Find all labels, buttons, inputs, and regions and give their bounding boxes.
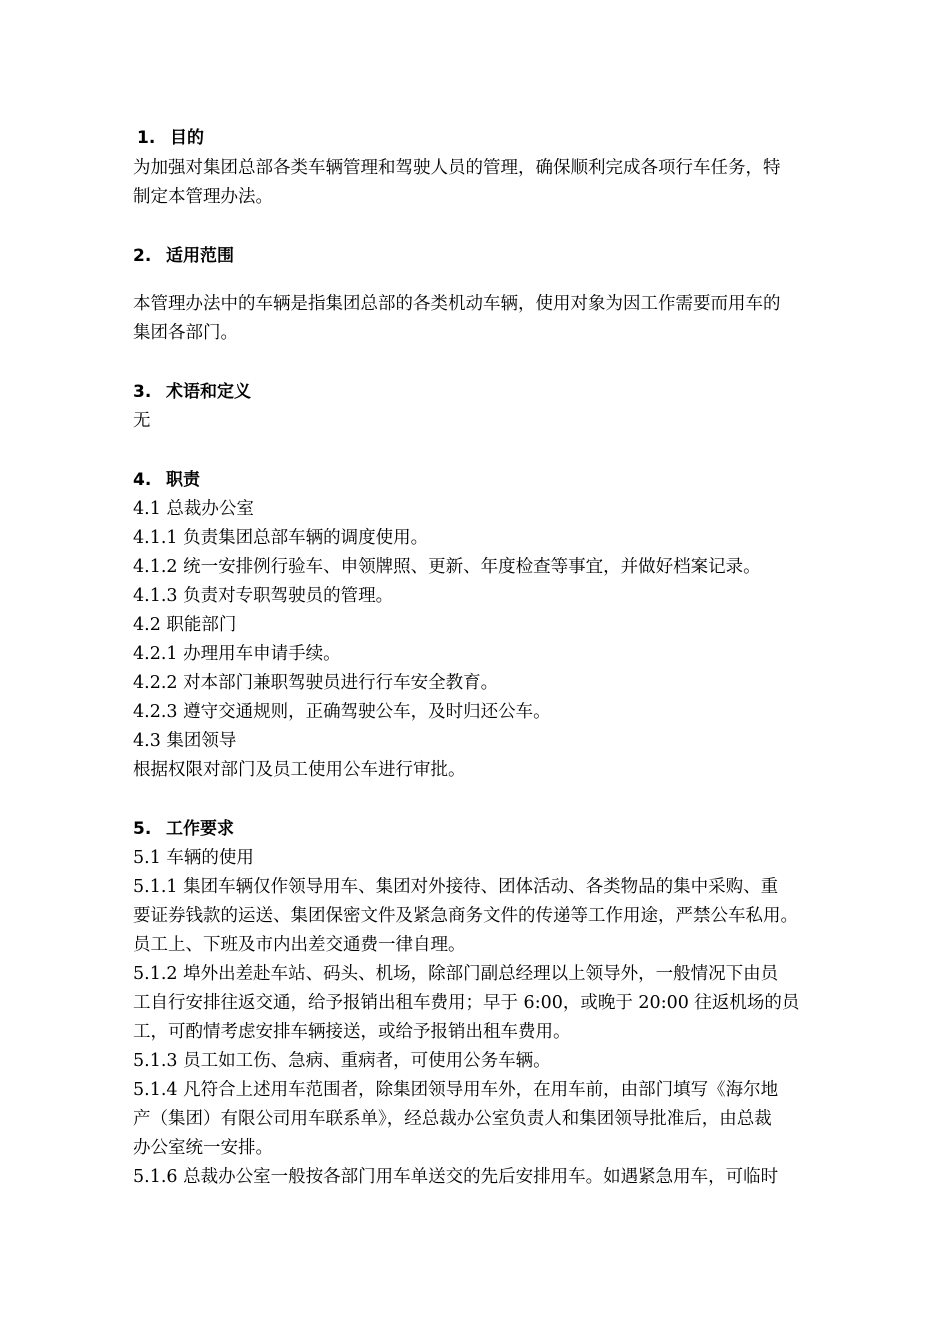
list-line: 4.2.2 对本部门兼职驾驶员进行行车安全教育。 — [133, 673, 499, 693]
heading-2 — [133, 245, 234, 267]
list-line: 4.2 职能部门 — [133, 615, 237, 635]
paragraph-line: 集团各部门。 — [133, 323, 238, 343]
list-line: 4.2.1 办理用车申请手续。 — [133, 644, 341, 664]
list-line: 4.1 总裁办公室 — [133, 499, 254, 519]
paragraph-line: 制定本管理办法。 — [133, 187, 273, 207]
list-line: 工，可酌情考虑安排车辆接送，或给予报销出租车费用。 — [133, 1022, 571, 1042]
heading-number: 2. — [133, 246, 152, 266]
list-line: 产（集团）有限公司用车联系单》，经总裁办公室负责人和集团领导批准后，由总裁 — [133, 1109, 772, 1129]
heading-title: 工作要求 — [166, 819, 234, 839]
list-line: 根据权限对部门及员工使用公车进行审批。 — [133, 760, 466, 780]
heading-4 — [133, 469, 200, 491]
heading-title: 职责 — [166, 470, 200, 490]
list-line: 4.1.1 负责集团总部车辆的调度使用。 — [133, 528, 429, 548]
list-line: 要证券钱款的运送、集团保密文件及紧急商务文件的传递等工作用途，严禁公车私用。 — [133, 906, 798, 926]
list-line: 4.1.3 负责对专职驾驶员的管理。 — [133, 586, 394, 606]
list-line: 员工上、下班及市内出差交通费一律自理。 — [133, 935, 466, 955]
list-line: 5.1.3 员工如工伤、急病、重病者，可使用公务车辆。 — [133, 1051, 551, 1071]
list-line: 4.2.3 遵守交通规则，正确驾驶公车，及时归还公车。 — [133, 702, 551, 722]
heading-number: 4. — [133, 470, 152, 490]
heading-number: 5. — [133, 819, 152, 839]
heading-title: 目的 — [170, 128, 204, 148]
paragraph-line: 为加强对集团总部各类车辆管理和驾驶人员的管理，确保顺利完成各项行车任务，特 — [133, 158, 781, 178]
list-line: 5.1 车辆的使用 — [133, 848, 254, 868]
list-line: 5.1.2 埠外出差赴车站、码头、机场，除部门副总经理以上领导外，一般情况下由员 — [133, 964, 779, 984]
heading-title: 术语和定义 — [166, 382, 251, 402]
list-line: 工自行安排往返交通，给予报销出租车费用；早于 6:00，或晚于 20:00 往返机场的员 — [133, 993, 800, 1013]
list-line: 5.1.4 凡符合上述用车范围者，除集团领导用车外，在用车前，由部门填写《海尔地 — [133, 1080, 779, 1100]
heading-number: 3. — [133, 382, 152, 402]
heading-5 — [133, 818, 234, 840]
paragraph-line: 本管理办法中的车辆是指集团总部的各类机动车辆，使用对象为因工作需要而用车的 — [133, 294, 781, 314]
paragraph-line: 无 — [133, 411, 151, 431]
heading-number: 1. — [137, 128, 156, 148]
heading-title: 适用范围 — [166, 246, 234, 266]
list-line: 办公室统一安排。 — [133, 1138, 273, 1158]
heading-1 — [137, 127, 204, 149]
list-line: 5.1.6 总裁办公室一般按各部门用车单送交的先后安排用车。如遇紧急用车，可临时 — [133, 1167, 779, 1187]
list-line: 5.1.1 集团车辆仅作领导用车、集团对外接待、团体活动、各类物品的集中采购、重 — [133, 877, 779, 897]
list-line: 4.3 集团领导 — [133, 731, 237, 751]
list-line: 4.1.2 统一安排例行验车、申领牌照、更新、年度检查等事宜，并做好档案记录。 — [133, 557, 761, 577]
heading-3 — [133, 381, 251, 403]
